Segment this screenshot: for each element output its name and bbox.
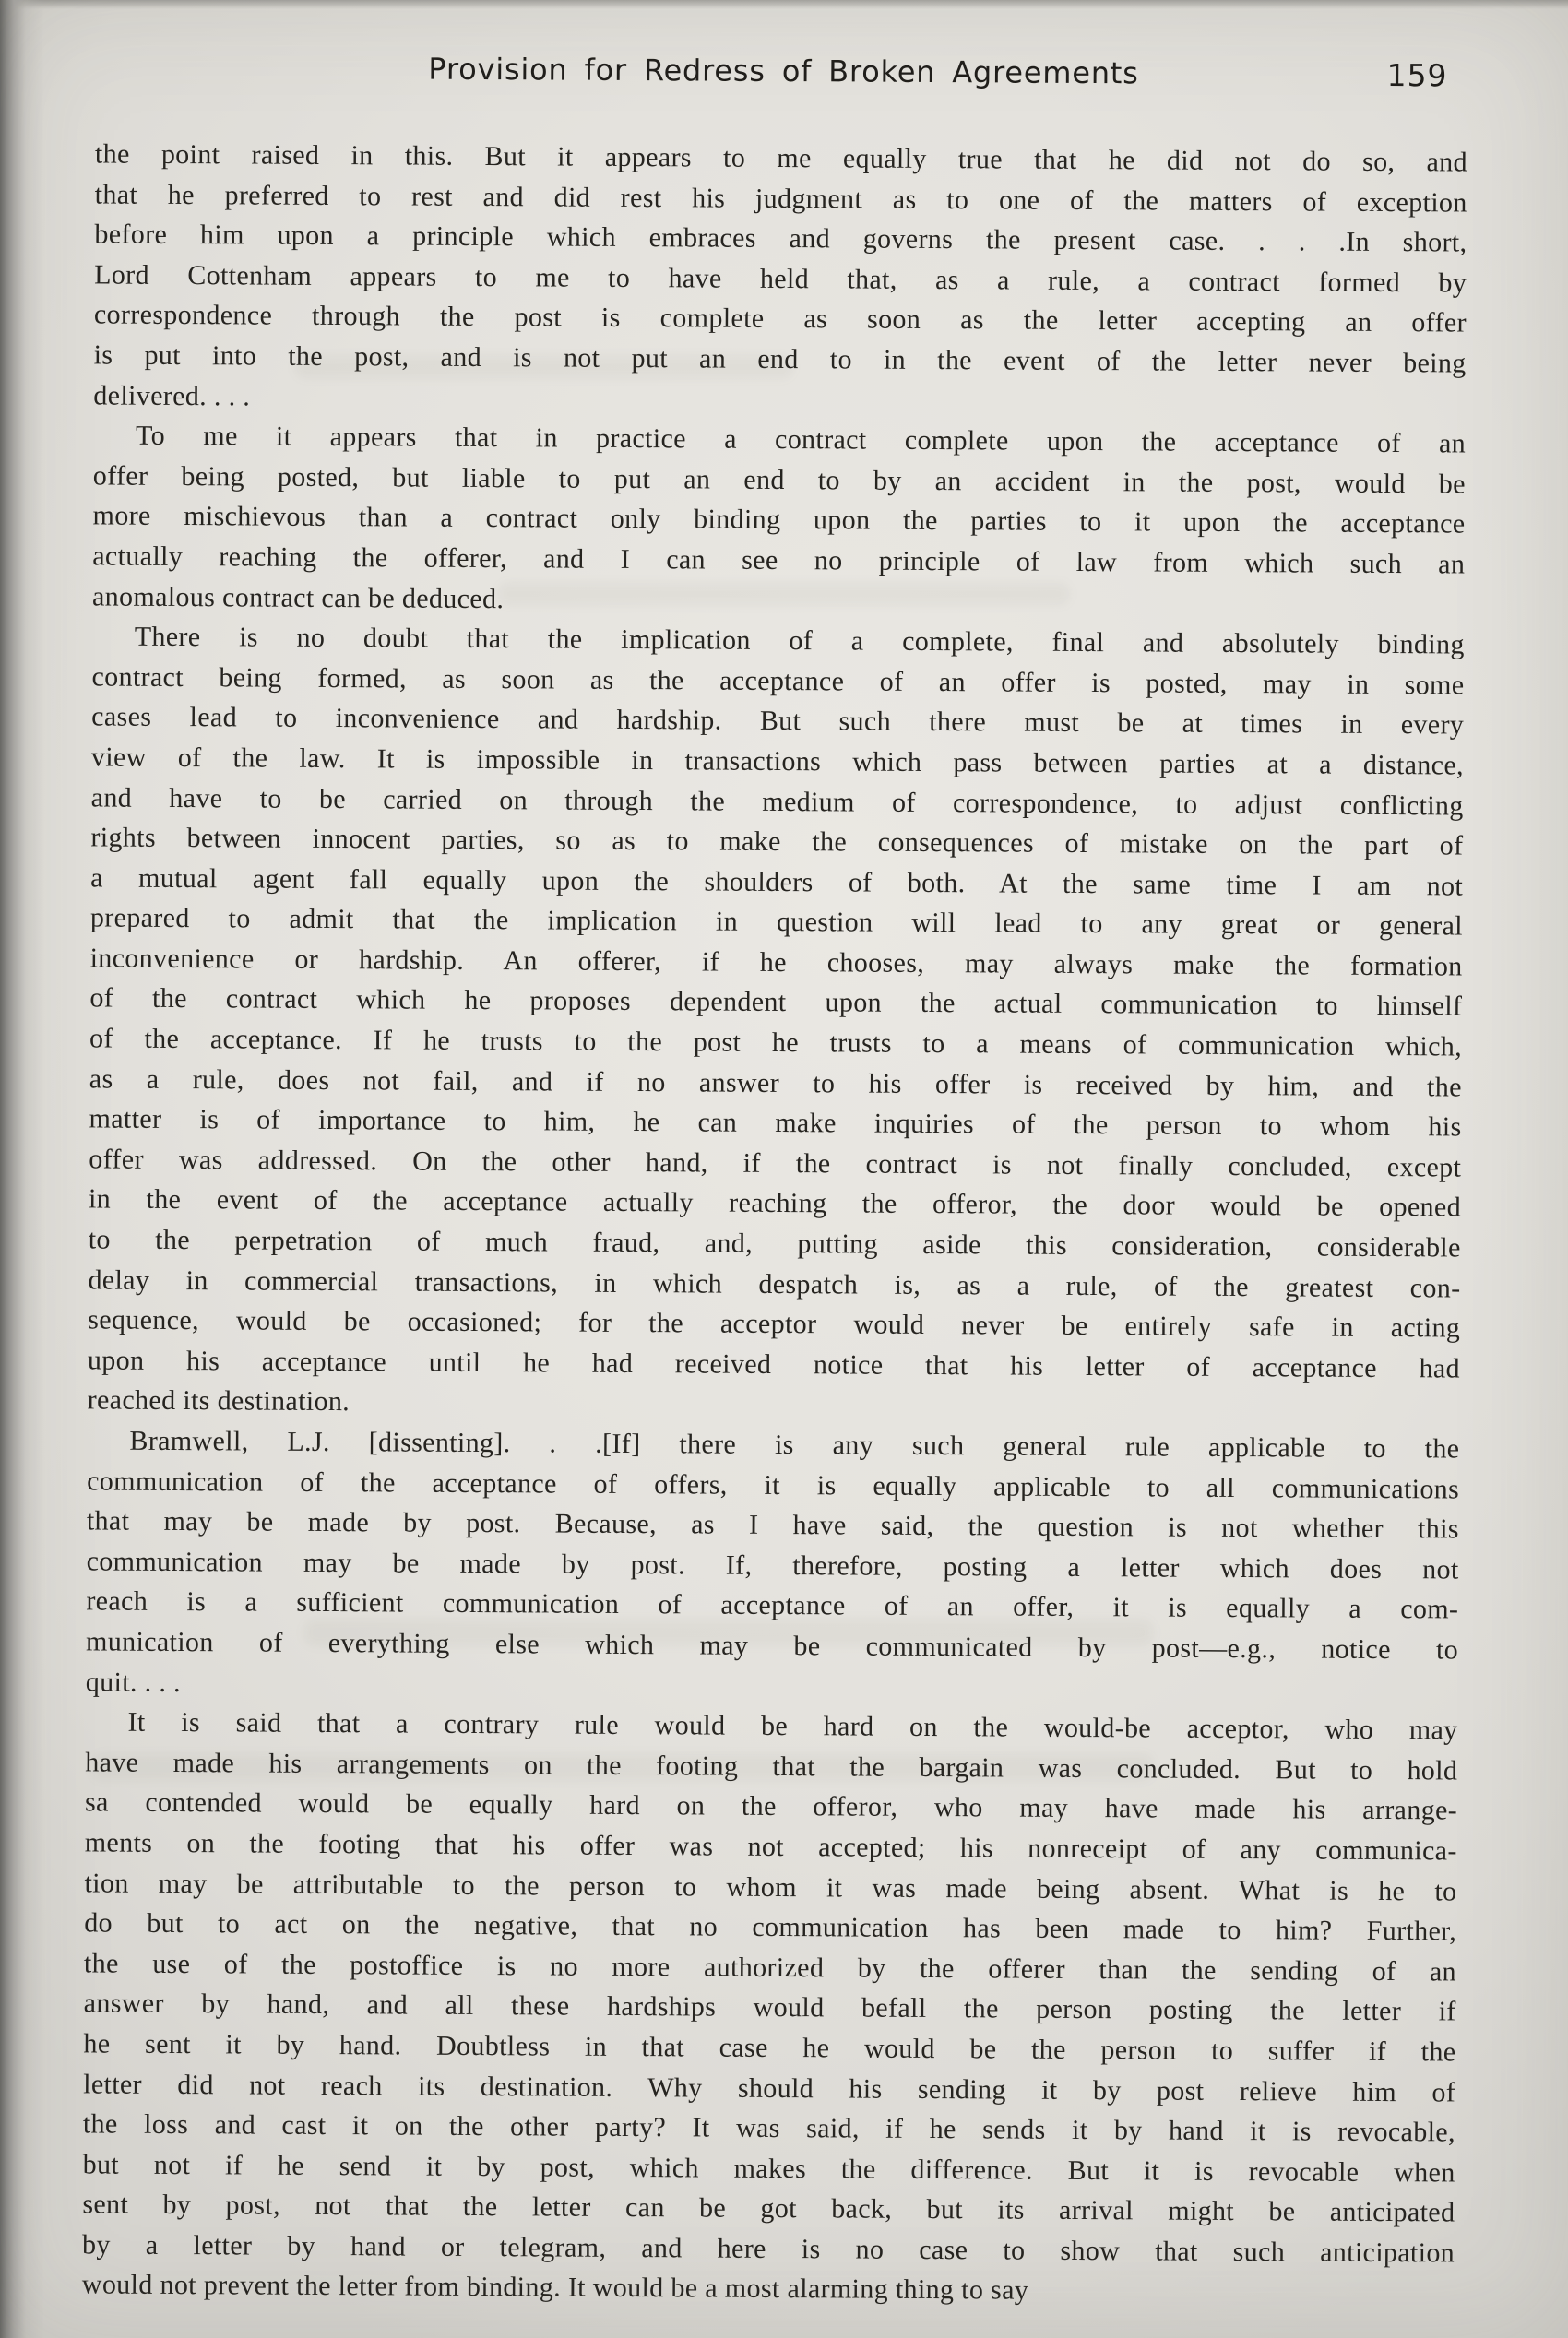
text-line: tion may be attributable to the person to whom it was made being absent. What is he to — [84, 1867, 1457, 1907]
text-line: cases lead to inconvenience and hardship. But such there must be at times in every — [91, 701, 1465, 741]
text-line: reach is a sufficient communication of acceptance of an offer, it is equally a com- — [86, 1585, 1459, 1625]
text-line: ments on the footing that his offer was not accepted; his nonreceipt of any communica- — [84, 1827, 1457, 1867]
text-line: upon his acceptance until he had received notice that his letter of acceptance had — [87, 1345, 1461, 1384]
text-line: that may be made by post. Because, as I have said, the question is not whether this — [86, 1505, 1459, 1545]
text-line: letter did not reach its destination. Why should his sending it by post relieve him of — [83, 2068, 1456, 2107]
text-line: of the contract which he proposes dependent upon the actual communication to himself — [89, 982, 1463, 1022]
text-line: before him upon a principle which embraces and governs the present case. . . .In short, — [94, 219, 1467, 258]
text-line: as a rule, does not fail, and if no answer to his offer is received by him, and the — [89, 1063, 1462, 1103]
text-line: to the perpetration of much fraud, and, putting aside this consideration, considerable — [88, 1224, 1461, 1264]
text-line: he sent it by hand. Doubtless in that case he would be the person to suffer if the — [83, 2028, 1456, 2068]
text-line: prepared to admit that the implication in question will lead to any great or general — [89, 902, 1463, 942]
text-line: more mischievous than a contract only binding upon the parties to it upon the acceptance — [92, 500, 1466, 540]
text-line: There is no doubt that the implication of a complete, final and absolutely binding — [134, 621, 1465, 660]
text-line: the use of the postoffice is no more authorized by the offerer than the sending of an — [83, 1948, 1457, 1988]
text-line: is put into the post, and is not put an end to in the event of the letter never being — [93, 339, 1467, 379]
running-title: Provision for Redress of Broken Agreements — [428, 51, 1139, 91]
text-line: To me it appears that in practice a contract complete upon the acceptance of an — [136, 420, 1467, 459]
text-line: that he preferred to rest and did rest his judgment as to one of the matters of exception — [94, 179, 1467, 219]
text-line: of the acceptance. If he trusts to the post he trusts to a means of communication which, — [89, 1023, 1463, 1062]
text-line: do but to act on the negative, that no communication has been made to him? Further, — [84, 1907, 1457, 1947]
text-line: offer being posted, but liable to put an end to by an accident in the post, would be — [92, 460, 1466, 500]
text-line: contract being formed, as soon as the acceptance of an offer is posted, may in some — [91, 661, 1465, 701]
text-line: the loss and cast it on the other party? It was said, if he sends it by hand it is revocable, — [82, 2108, 1455, 2148]
text-line: Bramwell, L.J. [dissenting]. . .[If] there is any such general rule applicable to the — [129, 1425, 1460, 1465]
page-number: 159 — [1386, 56, 1448, 94]
text-line: actually reaching the offerer, and I can see no principle of law from which such an — [92, 540, 1466, 580]
text-line: munication of everything else which may be communicated by post—e.g., notice to — [86, 1626, 1459, 1666]
text-line: the point raised in this. But it appears to me equally true that he did not do so, and — [94, 138, 1468, 178]
text-line: rights between innocent parties, so as to make the consequences of mistake on the part of — [90, 822, 1464, 861]
text-line: have made his arrangements on the footing that the bargain was concluded. But to hold — [85, 1747, 1458, 1786]
text-line: by a letter by hand or telegram, and here is no case to show that such anticipation — [82, 2229, 1455, 2269]
text-line: matter is of importance to him, he can make inquiries of the person to whom his — [89, 1103, 1462, 1143]
text-line: but not if he send it by post, which makes the difference. But it is revocable when — [82, 2149, 1455, 2189]
text-line: answer by hand, and all these hardships would befall the person posting the letter if — [83, 1988, 1456, 2027]
text-line: a mutual agent fall equally upon the shoulders of both. At the same time I am not — [90, 862, 1464, 902]
text-line: correspondence through the post is complete as soon as the letter accepting an offer — [93, 299, 1467, 338]
text-line: delivered. . . . — [93, 379, 251, 412]
text-line: sa contended would be equally hard on the offeror, who may have made his arrange- — [84, 1786, 1458, 1826]
text-line: communication of the acceptance of offers, it is equally applicable to all communications — [87, 1466, 1460, 1505]
body-text — [82, 134, 1467, 2313]
text-line: in the event of the acceptance actually reaching the offeror, the door would be opened — [88, 1183, 1462, 1223]
text-line: inconvenience or hardship. An offerer, if he chooses, may always make the formation — [89, 943, 1463, 982]
text-line: and have to be carried on through the medium of correspondence, to adjust conflicting — [90, 781, 1464, 822]
text-line: communication may be made by post. If, therefore, posting a letter which does not — [86, 1546, 1459, 1585]
text-line: anomalous contract can be deduced. — [91, 580, 505, 614]
text-line: sequence, would be occasioned; for the acceptor would never be entirely safe in acting — [88, 1304, 1461, 1344]
text-line: would not prevent the letter from binding. It would be a most alarming thing to say — [81, 2269, 1029, 2307]
text-line: Lord Cottenham appears to me to have held that, as a rule, a contract formed by — [94, 259, 1467, 299]
text-line: reached its destination. — [87, 1384, 350, 1418]
text-line: delay in commercial transactions, in which despatch is, as a rule, of the greatest con- — [88, 1264, 1461, 1304]
text-line: quit. . . . — [85, 1666, 182, 1698]
text-line: sent by post, not that the letter can be got back, but its arrival might be anticipated — [82, 2189, 1455, 2228]
text-line: It is said that a contrary rule would be hard on the would-be acceptor, who may — [127, 1706, 1458, 1746]
text-line: offer was addressed. On the other hand, if the contract is not finally concluded, except — [89, 1144, 1462, 1183]
text-line: view of the law. It is impossible in transactions which pass between parties at a distance, — [90, 742, 1465, 781]
